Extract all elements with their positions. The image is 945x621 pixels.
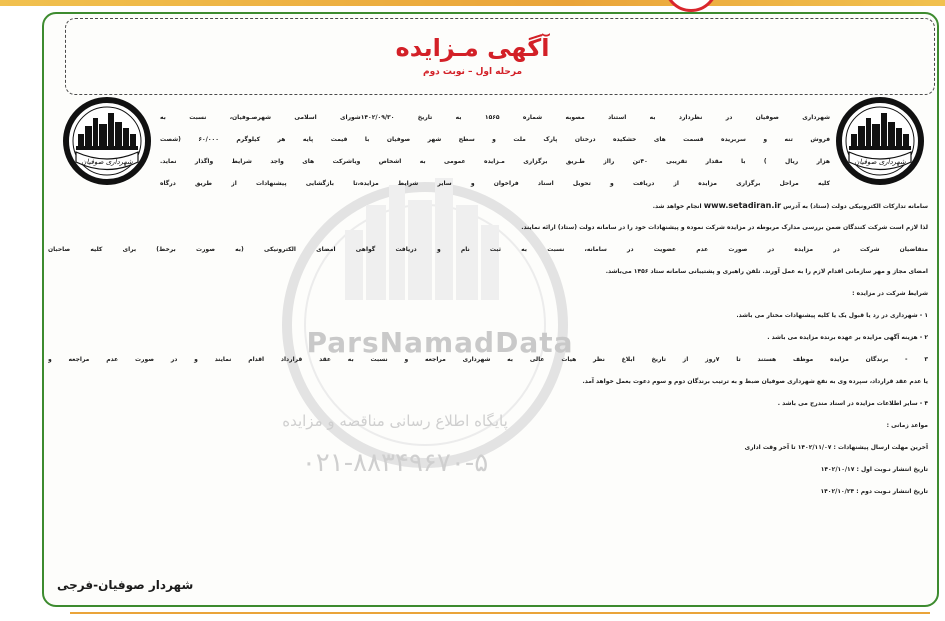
- municipality-emblem-icon: [62, 96, 152, 186]
- notice-title: آگهی مـزایده: [395, 34, 550, 62]
- logo-text: شهرداری صوفیان: [81, 158, 133, 166]
- schedule-item: تاریخ انتشار نـوبت دوم : ۱۴۰۲/۱۰/۲۴: [820, 488, 928, 495]
- condition-item: ۳ - برندگان مزایده موظف هستند تا ۷روز از تاریخ ابلاغ نظر هیات عالی به شهرداری مراجعه و نسبت به عقد قرارداد اقدام نمایند و در صورت عدم مراجعه و: [48, 356, 928, 363]
- schedule-item: آخرین مهلت ارسال پیشنهادات : ۱۴۰۲/۱۱/۰۷ تا آخر وقت اداری: [744, 444, 928, 451]
- intro-line: شهرداری صوفیان در نظردارد به استناد مصوبه شماره ۱۵۶۵ به تاریخ ۱۴۰۲/۰۹/۳۰شورای اسلامی شهرصـوفیان، نسبت به: [160, 114, 830, 121]
- body-line: امضای مجاز و مهر سازمانی اقدام لازم را به عمل آورند. تلفن راهبری و پشتیبانی سامانه ستاد ۱۴۵۶ می‌باشد.: [605, 268, 928, 275]
- schedule-item: تاریخ انتشار نـوبت اول : ۱۴۰۲/۱۰/۱۷: [820, 466, 928, 473]
- intro-paragraph: [160, 107, 830, 195]
- portal-prefix: سامانه تدارکات الکترونیکی دولت (ستاد) به آدرس: [783, 203, 928, 210]
- municipality-logo-left: [62, 96, 152, 186]
- intro-line: فروش تنه و سربریده قسمت های خشکیده درختان پارک ملت و سطح شهر صوفیان با قیمت پایه هر کیلوگرم ۶۰/۰۰۰ (شصت: [160, 136, 830, 143]
- condition-item: یا عدم عقد قرارداد، سپرده وی به نفع شهرداری صوفیان ضبط و به ترتیب برندگان دوم و سوم دعوت بعمل خواهد آمد.: [582, 378, 928, 385]
- condition-item: ۱ - شهرداری در رد یا قبول یک یا کلیه پیشنهادات مختار می باشد.: [736, 312, 928, 319]
- intro-line: هزار ریال ) با مقدار تقریبی ۴۰تن رااز طـریق برگزاری مـزایده عمومی به اشخاص ویاشرکت های واجد شرایط واگذار نماید.: [160, 158, 830, 165]
- condition-item: ۲ - هزینه آگهی مزایده بر عهده برنده مزایده می باشد .: [767, 334, 928, 341]
- signature: شهردار صوفیان-فرجی: [57, 578, 194, 592]
- watermark-brand: ParsNamadData: [306, 326, 574, 359]
- municipality-emblem-icon: [835, 96, 925, 186]
- watermark-phone: ۰۲۱-۸۸۳۴۹۶۷۰-۵: [301, 448, 489, 478]
- notice-body: [48, 195, 928, 503]
- notice-subtitle: مرحله اول – نوبت دوم: [422, 67, 523, 77]
- body-line: لذا لازم است شرکت کنندگان ضمن بررسی مدارک مربوطه در مزایده شرکت نموده و پیشنهادات خود را در سامانه دولت (ستاد) ارائه نمایند.: [521, 224, 928, 231]
- portal-suffix: انجام خواهد شد.: [652, 203, 702, 210]
- portal-line: [48, 195, 928, 217]
- municipality-logo-right: [835, 96, 925, 186]
- portal-url: www.setadiran.ir: [703, 201, 782, 210]
- conditions-heading: شرایط شرکت در مزایده :: [852, 290, 928, 297]
- schedule-heading: مواعد زمانی :: [886, 422, 928, 429]
- condition-item: ۴ - سایر اطلاعات مزایده در اسناد مندرج می باشد .: [777, 400, 928, 407]
- watermark-tagline: پایگاه اطلاع رسانی مناقصه و مزایده: [282, 412, 508, 430]
- body-line: متقاضیان شرکت در مزایده در صورت عدم عضویت در سامانه، نسبت به ثبت نام و دریافت گواهی امضای الکترونیکی (به صورت برخط) برای کلیه صاحبان: [48, 246, 928, 253]
- logo-text: شهرداری صوفیان: [854, 158, 906, 166]
- intro-line: کلیه مراحل برگزاری مزایده از دریافت و تحویل اسناد فراخوان و سایر شرایط مزایده،تا بازگشایی پیشنهادات از طریق درگاه: [160, 180, 830, 187]
